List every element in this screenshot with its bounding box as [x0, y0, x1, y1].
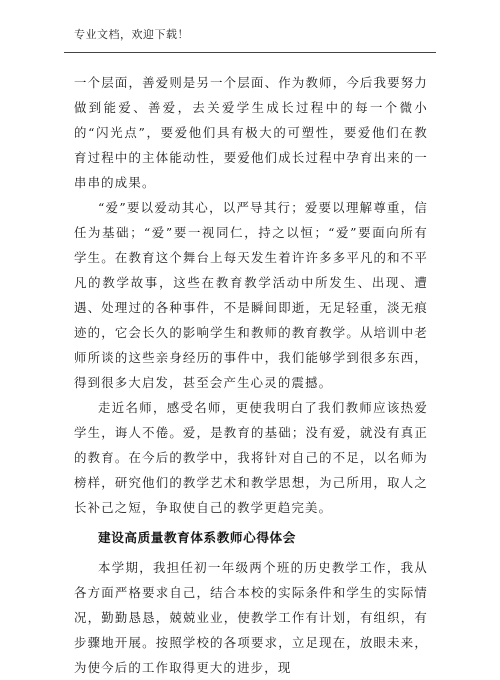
paragraph-2: “爱”要以爱动其心，以严导其行；爱要以理解尊重，信任为基础；“爱”要一视同仁，持之以恒；“爱”要面向所有学生。在教育这个舞台上每天发生着许许多多平凡的和不平凡的教学故事，这些在教育教学活动中所发生、出现、遭遇、处理过的各种事件，不是瞬间即逝，无足轻重，淡无痕迹的，它会长久的影响学生和教师的教育教学。从培训中老师所谈的这些亲身经历的事件中，我们能够学到很多东西，得到很多大启发，甚至会产生心灵的震撼。 [74, 200, 428, 390]
paragraph-3: 走近名师，感受名师，更使我明白了我们教师应该热爱学生，诲人不倦。爱，是教育的基础；没有爱，就没有真正的教育。在今后的教学中，我将针对自己的不足，以名师为榜样，研究他们的教学艺术和教学思想，为己所用，取人之长补己之短，争取使自己的教学更趋完美。 [74, 400, 428, 515]
section-heading: 建设高质量教育体系教师心得体会 [98, 530, 296, 545]
header-divider [64, 52, 436, 53]
document-header: 专业文档，欢迎下载！ [74, 28, 189, 41]
paragraph-1: 一个层面，善爱则是另一个层面、作为教师，今后我要努力做到能爱、善爱，去关爱学生成长过程中的每一个微小的“闪光点”，要爱他们具有极大的可塑性，要爱他们在教育过程中的主体能动性，要爱他们成长过程中孕育出来的一串串的成果。 [74, 75, 428, 190]
document-body [74, 70, 428, 680]
paragraph-4: 本学期，我担任初一年级两个班的历史教学工作，我从各方面严格要求自己，结合本校的实际条件和学生的实际情况，勤勤恳恳，兢兢业业，使教学工作有计划，有组织，有步骤地开展。按照学校的各项要求，立足现在，放眼未来，为使今后的工作取得更大的进步，现 [74, 560, 428, 675]
